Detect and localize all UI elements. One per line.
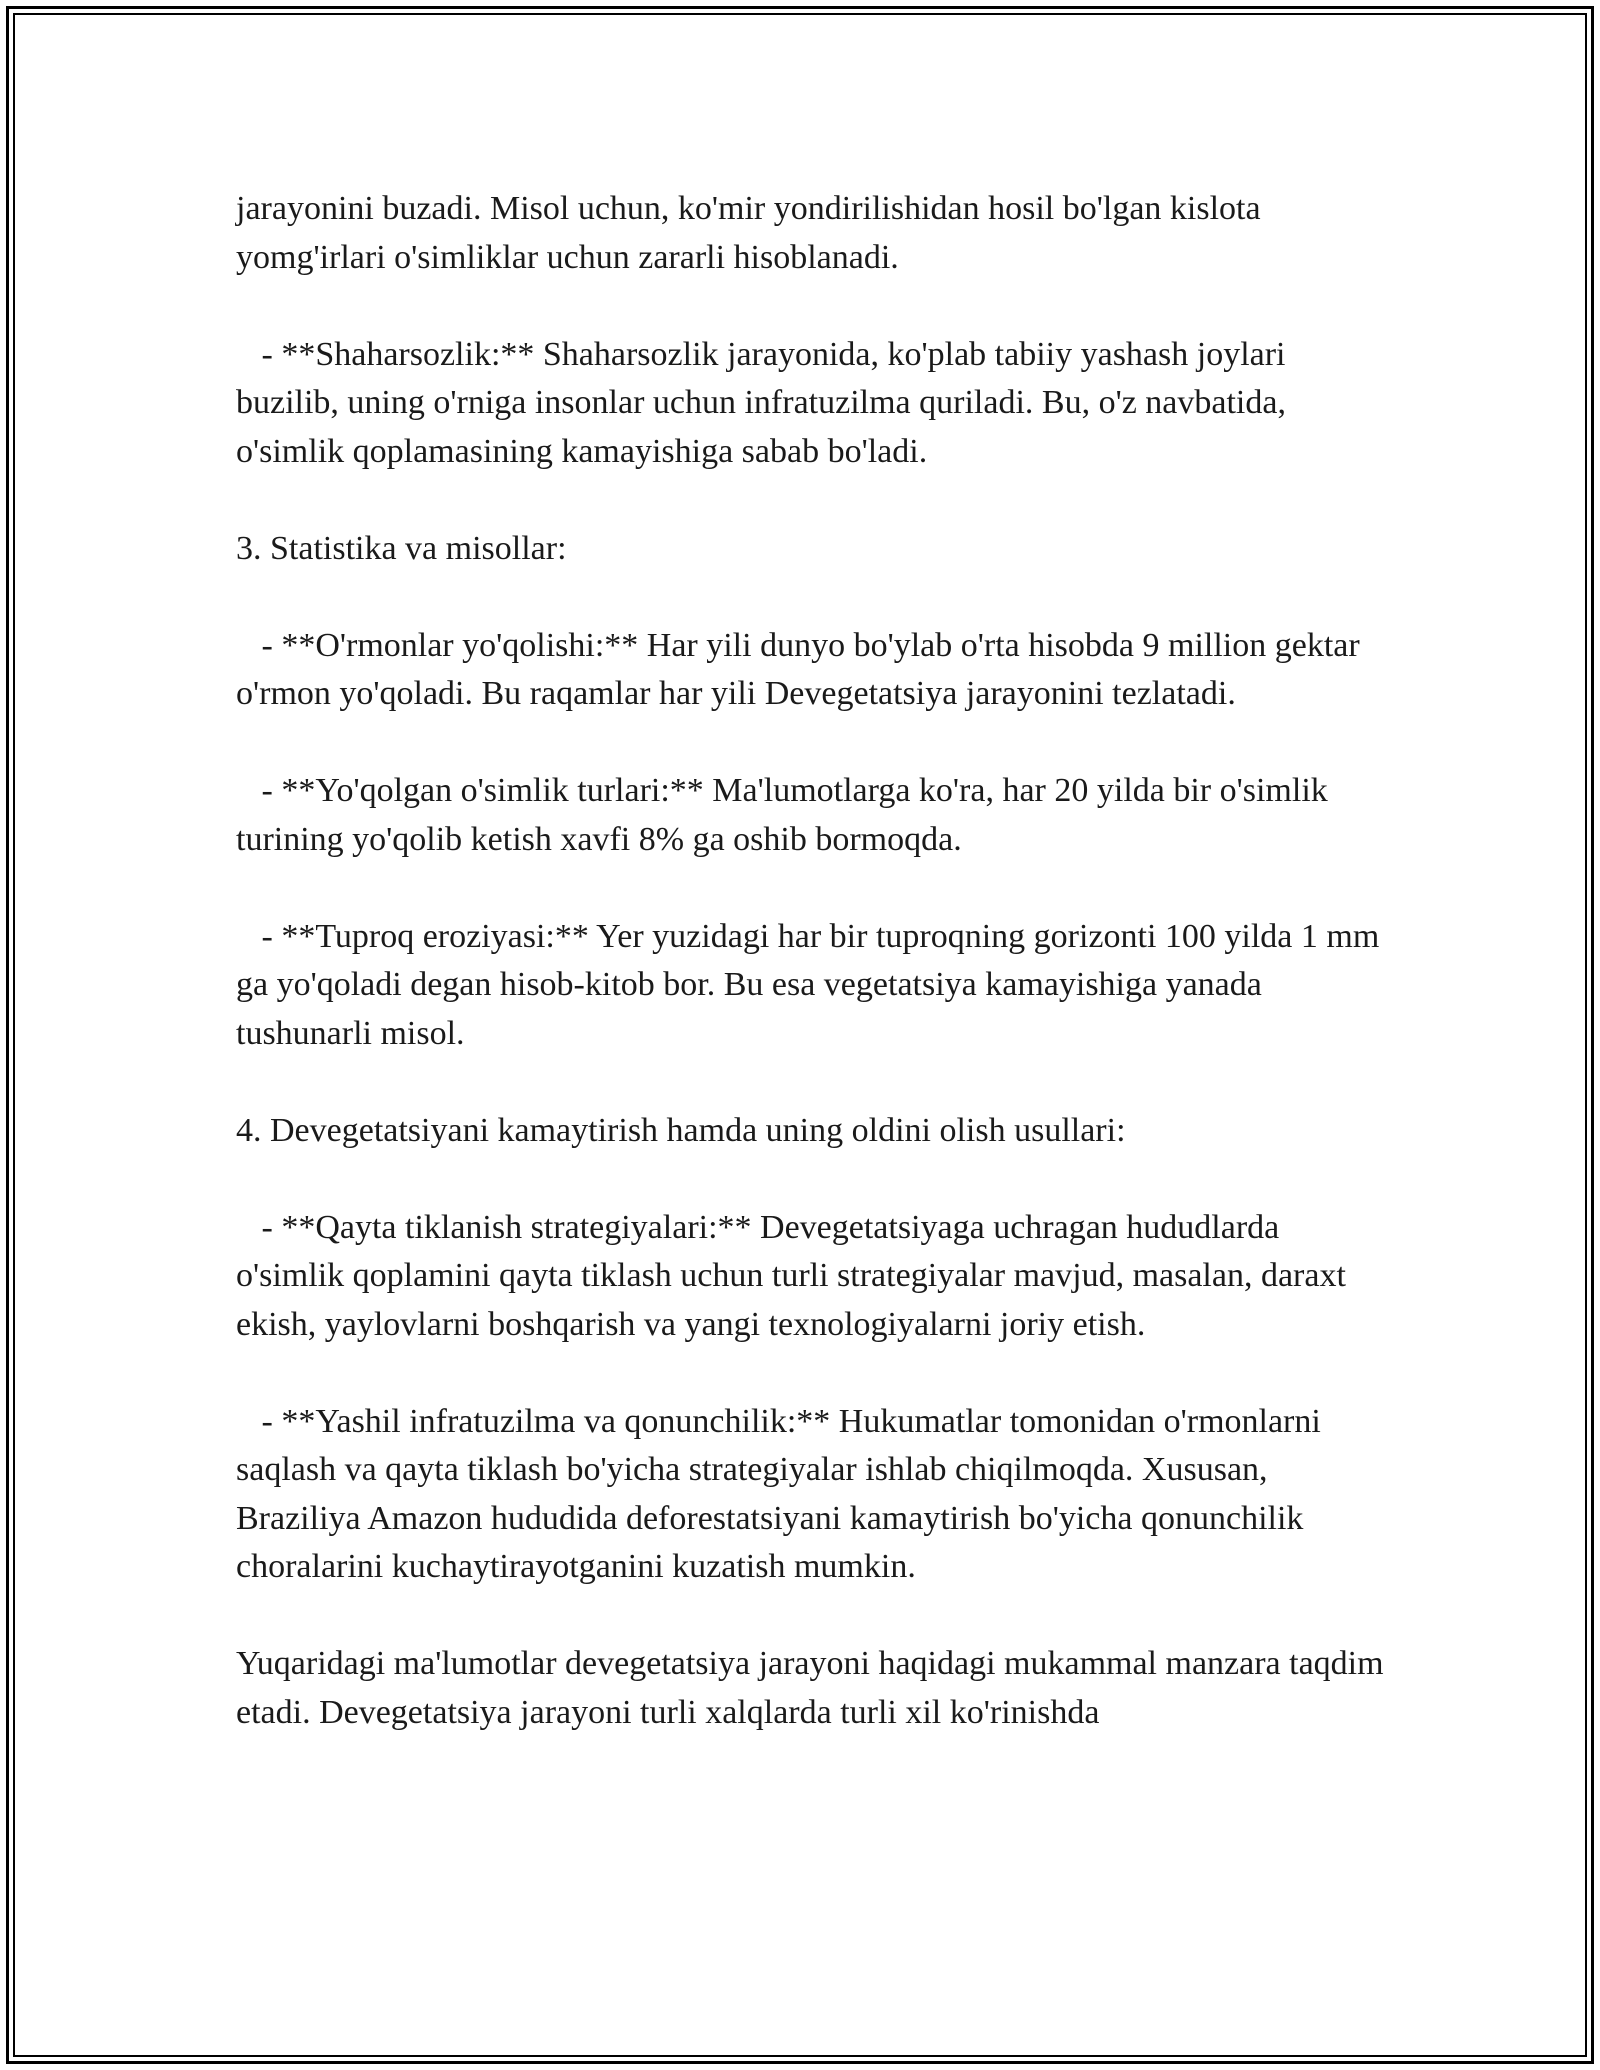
paragraph-urbanization: - **Shaharsozlik:** Shaharsozlik jarayonida, ko'plab tabiiy yashash joylari buzilib, uning o'rniga insonlar uchun infratuzilma quriladi. Bu, o'z navbatida, o'simlik qoplamasining kamayishiga sabab bo'ladi. — [236, 335, 1295, 470]
section-heading-prevention: 4. Devegetatsiyani kamaytirish hamda uning oldini olish usullari: — [236, 1111, 1126, 1149]
paragraph-forest-loss: - **O'rmonlar yo'qolishi:** Har yili dunyo bo'ylab o'rta hisobda 9 million gektar o'rmon yo'qoladi. Bu raqamlar har yili Devegetatsiya jarayonini tezlatadi. — [236, 626, 1369, 712]
paragraph-green-infrastructure: - **Yashil infratuzilma va qonunchilik:** Hukumatlar tomonidan o'rmonlarni saqlash va qayta tiklash bo'yicha strategiyalar ishlab chiqilmoqda. Xususan, Braziliya Amazon hududida deforestatsiyani kamaytirish bo'yicha qonunchilik choralarini kuchaytirayotganini kuzatish mumkin. — [236, 1402, 1330, 1585]
document-body — [236, 185, 1393, 1737]
paragraph-conclusion: Yuqaridagi ma'lumotlar devegetatsiya jarayoni haqidagi mukammal manzara taqdim etadi. Devegetatsiya jarayoni turli xalqlarda turli xil ko'rinishda — [236, 1645, 1393, 1731]
paragraph-soil-erosion: - **Tuproq eroziyasi:** Yer yuzidagi har bir tuproqning gorizonti 100 yilda 1 mm ga yo'qoladi degan hisob-kitob bor. Bu esa vegetatsiya kamayishiga yanada tushunarli misol. — [236, 917, 1388, 1052]
section-heading-statistics: 3. Statistika va misollar: — [236, 529, 567, 567]
paragraph-acid-rain: jarayonini buzadi. Misol uchun, ko'mir yondirilishidan hosil bo'lgan kislota yomg'irlari o'simliklar uchun zararli hisoblanadi. — [236, 190, 1270, 276]
paragraph-lost-species: - **Yo'qolgan o'simlik turlari:** Ma'lumotlarga ko'ra, har 20 yilda bir o'simlik turining yo'qolib ketish xavfi 8% ga oshib bormoqda. — [236, 772, 1337, 858]
paragraph-restoration-strategies: - **Qayta tiklanish strategiyalari:** Devegetatsiyaga uchragan hududlarda o'simlik qoplamini qayta tiklash uchun turli strategiyalar mavjud, masalan, daraxt ekish, yaylovlarni boshqarish va yangi texnologiyalarni joriy etish. — [236, 1208, 1355, 1343]
